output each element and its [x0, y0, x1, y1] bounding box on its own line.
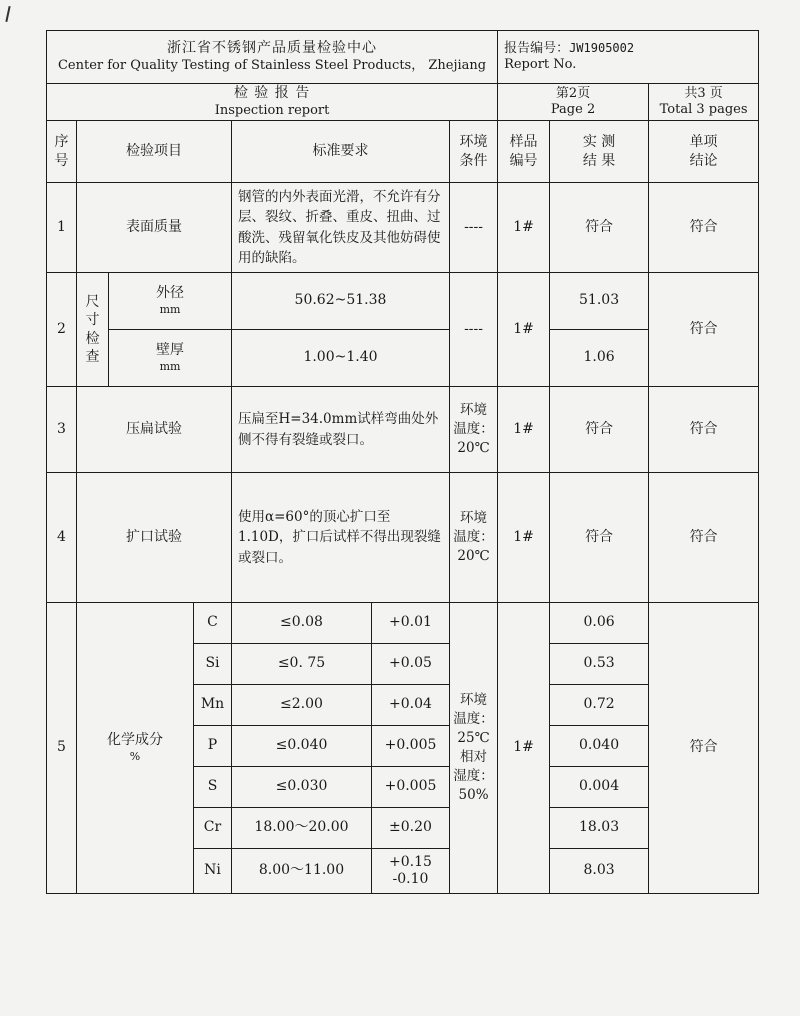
element-result: 0.72 [550, 685, 649, 726]
row-requirement: 使用α=60°的顶心扩口至1.10D，扩口后试样不得出现裂缝或裂口。 [232, 473, 450, 603]
row-number: 4 [47, 473, 77, 603]
row-env: ---- [450, 183, 498, 273]
element-requirement: ≤0.030 [232, 767, 372, 808]
element-symbol: P [194, 726, 232, 767]
element-requirement: ≤0.08 [232, 603, 372, 644]
row-number: 2 [47, 273, 77, 387]
dimension-check-label: 尺 寸 检 查 [77, 273, 109, 387]
row-conclusion: 符合 [649, 387, 759, 473]
row-env: 环境 温度： 20℃ [450, 387, 498, 473]
wall-thickness-requirement: 1.00~1.40 [232, 330, 450, 387]
row-conclusion: 符合 [649, 473, 759, 603]
chem-row-c [47, 603, 759, 644]
element-requirement: 18.00～20.00 [232, 808, 372, 849]
row-env: ---- [450, 273, 498, 387]
org-title-cell [47, 31, 498, 84]
col-header-env: 环境 条件 [450, 121, 498, 183]
row-conclusion: 符合 [649, 603, 759, 894]
row-item: 扩口试验 [77, 473, 232, 603]
row-result: 符合 [550, 473, 649, 603]
col-header-standard: 标准要求 [232, 121, 450, 183]
row-sample: 1# [498, 273, 550, 387]
element-requirement: ≤2.00 [232, 685, 372, 726]
element-result: 0.53 [550, 644, 649, 685]
page-number-cn: 第2页 [555, 85, 591, 101]
element-tolerance: +0.005 [372, 767, 450, 808]
row-sample: 1# [498, 387, 550, 473]
row-result: 符合 [550, 387, 649, 473]
col-header-conclusion: 单项 结论 [649, 121, 759, 183]
report-no-value: JW1905002 [569, 40, 635, 55]
row-sample: 1# [498, 603, 550, 894]
table-row [47, 473, 759, 603]
row-requirement: 压扁至H=34.0mm试样弯曲处外侧不得有裂缝或裂口。 [232, 387, 450, 473]
element-result: 8.03 [550, 849, 649, 894]
row-sample: 1# [498, 183, 550, 273]
element-result: 18.03 [550, 808, 649, 849]
outer-diameter-label: 外径 mm [109, 273, 232, 330]
element-symbol: Mn [194, 685, 232, 726]
pen-mark [5, 6, 10, 22]
row-item: 化学成分 % [77, 603, 194, 894]
report-no-cell [498, 31, 759, 84]
element-tolerance: +0.05 [372, 644, 450, 685]
table-row [47, 273, 759, 330]
row-env: 环境 温度： 20℃ [450, 473, 498, 603]
element-result: 0.040 [550, 726, 649, 767]
table-row [47, 183, 759, 273]
col-header-seq: 序 号 [47, 121, 77, 183]
col-header-sample: 样品 编号 [498, 121, 550, 183]
outer-diameter-result: 51.03 [550, 273, 649, 330]
row-conclusion: 符合 [649, 183, 759, 273]
row-item: 压扁试验 [77, 387, 232, 473]
row-item: 表面质量 [77, 183, 232, 273]
page-number-cell [498, 84, 649, 121]
doc-title-cn: 检 验 报 告 [233, 85, 311, 102]
row-requirement: 钢管的内外表面光滑，不允许有分层、裂纹、折叠、重皮、扭曲、过酸洗、残留氧化铁皮及其他妨碍使用的缺陷。 [232, 183, 450, 273]
element-symbol: Cr [194, 808, 232, 849]
element-tolerance: +0.04 [372, 685, 450, 726]
page-number-en: Page 2 [550, 102, 596, 117]
element-tolerance: +0.01 [372, 603, 450, 644]
total-pages-cn: 共3 页 [684, 85, 723, 101]
element-symbol: C [194, 603, 232, 644]
element-symbol: S [194, 767, 232, 808]
wall-thickness-result: 1.06 [550, 330, 649, 387]
element-result: 0.06 [550, 603, 649, 644]
doc-title-cell [47, 84, 498, 121]
doc-title-en: Inspection report [214, 102, 330, 118]
row-result: 符合 [550, 183, 649, 273]
table-row [47, 387, 759, 473]
report-no-label: 报告编号： [504, 40, 570, 56]
total-pages-cell [649, 84, 759, 121]
col-header-result: 实 测 结 果 [550, 121, 649, 183]
org-name-cn: 浙江省不锈钢产品质量检验中心 [167, 40, 378, 57]
total-pages-en: Total 3 pages [659, 102, 748, 117]
inspection-report-table [46, 30, 759, 894]
row-sample: 1# [498, 473, 550, 603]
element-tolerance: ±0.20 [372, 808, 450, 849]
col-header-item: 检验项目 [77, 121, 232, 183]
element-requirement: 8.00～11.00 [232, 849, 372, 894]
element-symbol: Ni [194, 849, 232, 894]
row-number: 1 [47, 183, 77, 273]
element-symbol: Si [194, 644, 232, 685]
row-conclusion: 符合 [649, 273, 759, 387]
element-tolerance: +0.15 -0.10 [372, 849, 450, 894]
wall-thickness-label: 壁厚 mm [109, 330, 232, 387]
row-env: 环境 温度： 25℃ 相对 湿度： 50% [450, 603, 498, 894]
element-tolerance: +0.005 [372, 726, 450, 767]
element-result: 0.004 [550, 767, 649, 808]
row-number: 3 [47, 387, 77, 473]
row-number: 5 [47, 603, 77, 894]
outer-diameter-requirement: 50.62~51.38 [232, 273, 450, 330]
element-requirement: ≤0. 75 [232, 644, 372, 685]
org-name-en: Center for Quality Testing of Stainless Steel Products， Zhejiang [57, 57, 487, 73]
element-requirement: ≤0.040 [232, 726, 372, 767]
report-no-label-en: Report No. [504, 57, 577, 72]
